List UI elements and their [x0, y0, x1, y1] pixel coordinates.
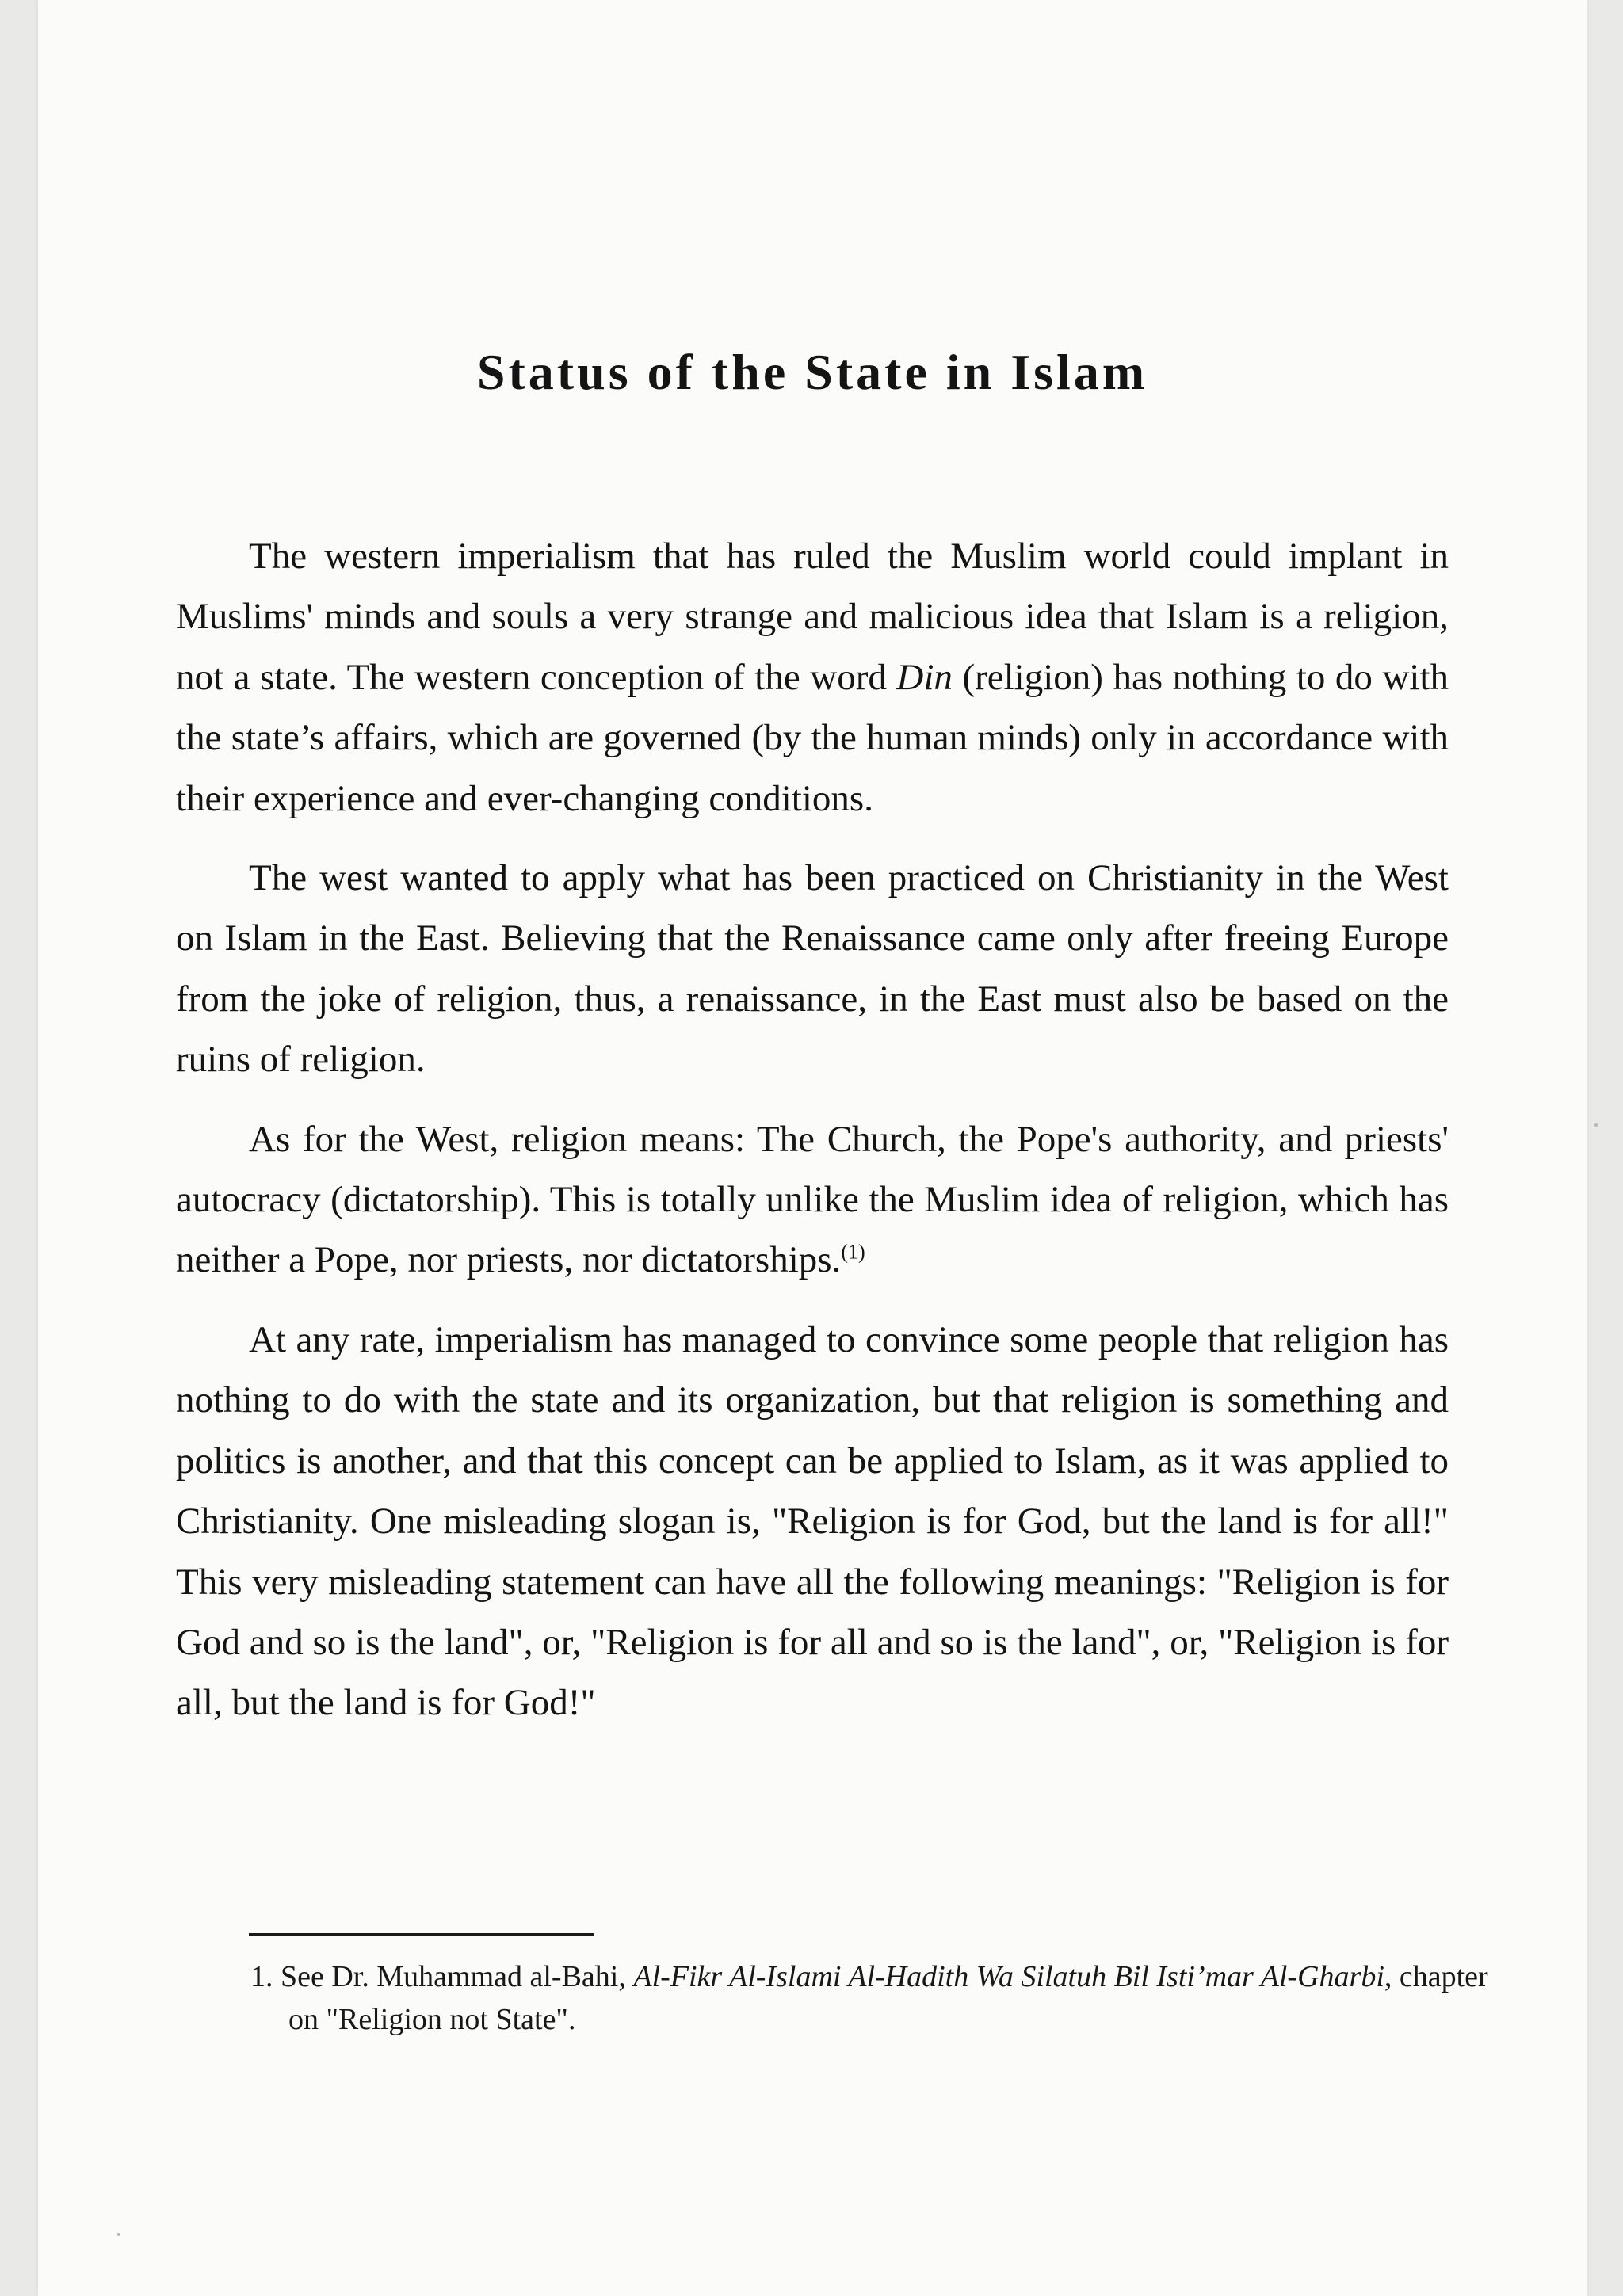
footnote-prefix: See Dr. Muhammad al-Bahi, [281, 1960, 634, 1993]
scan-speck [1594, 1123, 1598, 1127]
term-din: Din [896, 656, 953, 698]
body-text [176, 526, 1449, 1753]
paragraph-3 [176, 1109, 1449, 1291]
document-page [38, 0, 1587, 2296]
footnote-number: 1. [250, 1960, 273, 1993]
footnote-separator [249, 1933, 594, 1936]
paragraph-1-text-b: (religion) has nothing to do with the state’s affairs, which are governed (by the human minds) only in accordance with their experience and ever-changing conditions. [176, 656, 1449, 819]
footnote-book-title: Al-Fikr Al-Islami Al-Hadith Wa Silatuh Bil Isti’mar Al-Gharbi [633, 1960, 1384, 1993]
footnote-reference: (1) [841, 1240, 865, 1264]
page-title: Status of the State in Islam [476, 344, 1148, 400]
paragraph-1 [176, 526, 1449, 829]
paragraph-1-text-a: The western imperialism that has ruled the Muslim world could implant in Muslims' minds and souls a very strange and malicious idea that Islam is a religion, not a state. The western conception of the word [176, 536, 1449, 698]
paragraph-3-text: As for the West, religion means: The Church, the Pope's authority, and priests' autocracy (dictatorship). This is totally unlike the Muslim idea of religion, which has neither a Pope, nor priests, nor dictatorships. [176, 1118, 1449, 1281]
paragraph-4: At any rate, imperialism has managed to convince some people that religion has nothing to do with the state and its organization, but that religion is something and politics is another, and that this concept can be applied to Islam, as it was applied to Christianity. One misleading slogan is, "Religion is for God, but the land is for all!" This very misleading statement can have all the following meanings: "Religion is for God and so is the land", or, "Religion is for all and so is the land", or, "Religion is for all, but the land is for God!" [176, 1318, 1449, 1724]
paragraph-2: The west wanted to apply what has been practiced on Christianity in the West on Islam in the East. Believing that the Renaissance came only after freeing Europe from the joke of religion, thus, a renaissance, in the East must also be based on the ruins of religion. [176, 857, 1449, 1081]
scan-speck [117, 2233, 120, 2236]
footnote-1 [250, 1955, 1493, 2041]
footnote-suffix: , chapter on "Religion not State". [288, 1960, 1488, 2036]
